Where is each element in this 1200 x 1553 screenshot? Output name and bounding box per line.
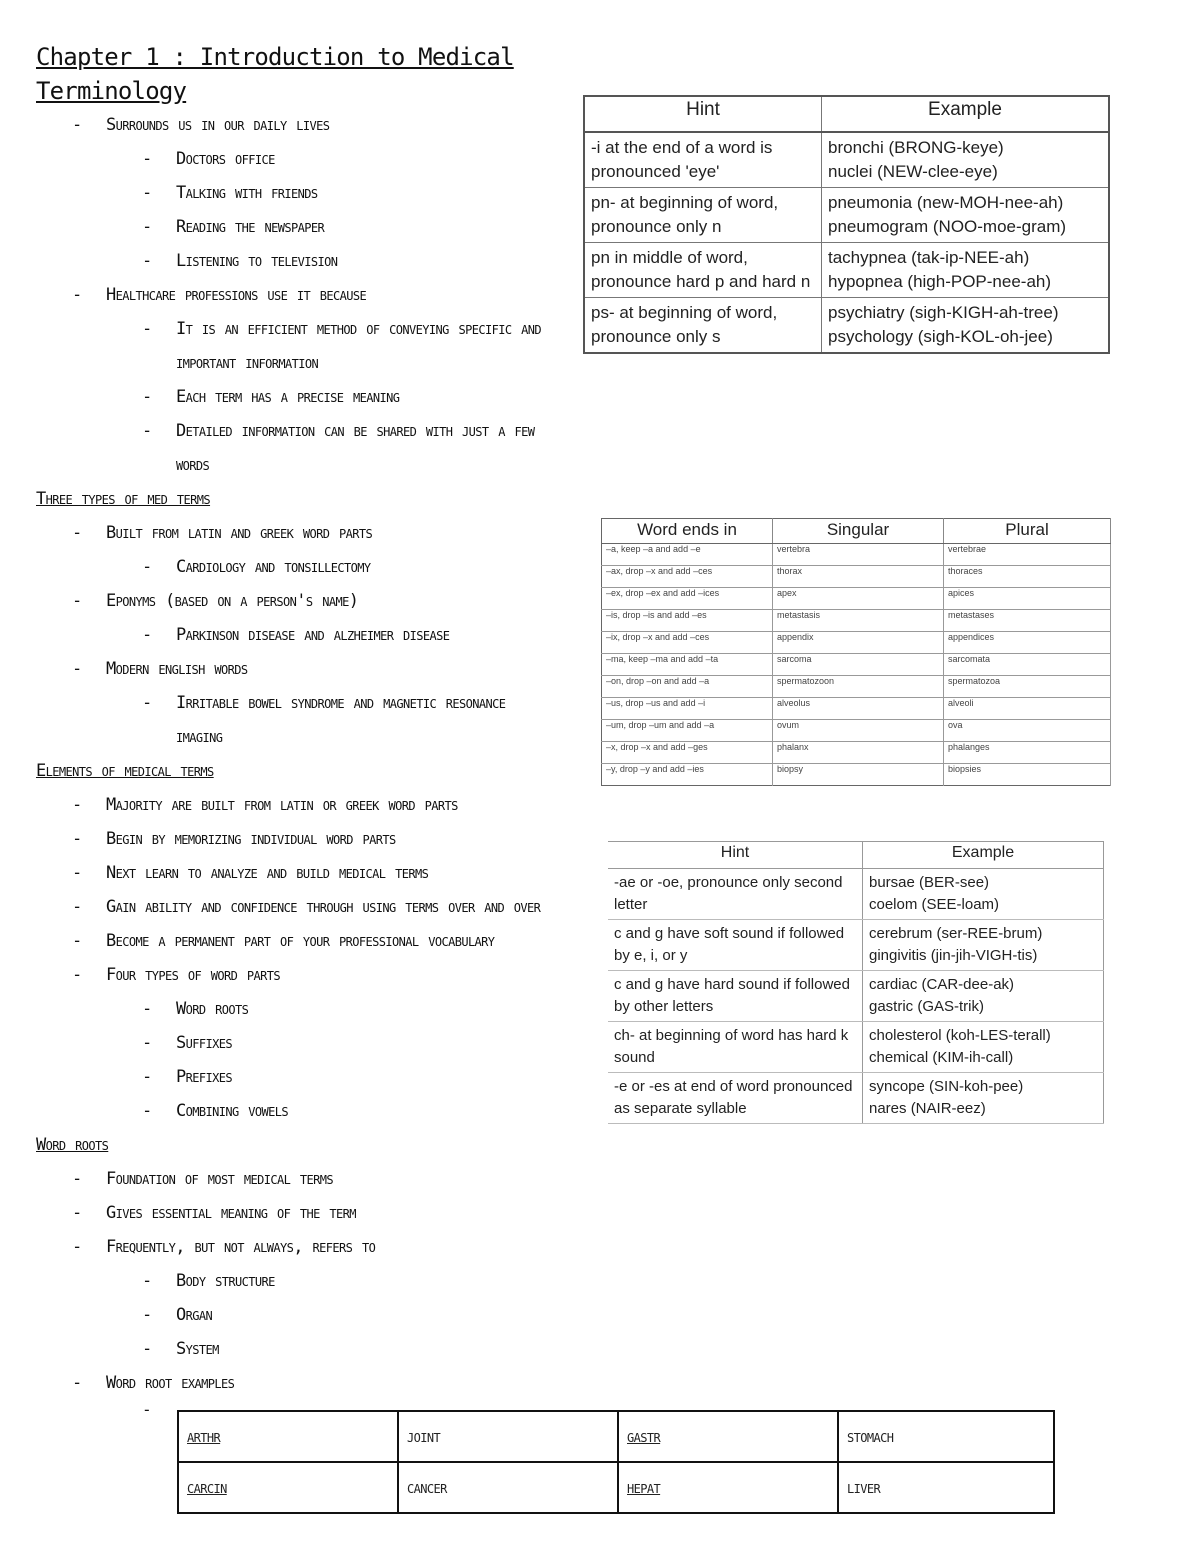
pronunciation-table-1 (583, 95, 1110, 354)
rule-cell: –um, drop –um and add –a (602, 720, 773, 742)
note-subitem: - Body structure (36, 1264, 576, 1298)
table-row (602, 764, 1111, 786)
example-cell (863, 1022, 1104, 1073)
note-item: - Healthcare professions use it because (36, 278, 576, 312)
word-root-cell: hepat (618, 1462, 838, 1513)
note-subitem-continued: important information (176, 353, 319, 373)
table-row (602, 566, 1111, 588)
rule-cell: –ex, drop –ex and add –ices (602, 588, 773, 610)
note-item: - Majority are built from latin or greek word parts (36, 788, 576, 822)
note-item: - Gain ability and confidence through using terms over and over (36, 890, 576, 924)
column-header: Example (863, 842, 1104, 869)
note-subitem: - Organ (36, 1298, 576, 1332)
note-item: - Foundation of most medical terms (36, 1162, 576, 1196)
note-item: - Built from latin and greek word parts (36, 516, 576, 550)
note-subitem: - Suffixes (36, 1026, 576, 1060)
note-subitem: - Doctors office (36, 142, 576, 176)
example-line: cerebrum (ser-REE-brum) (869, 925, 1043, 942)
table-row (608, 869, 1104, 920)
note-item: - Begin by memorizing individual word parts (36, 822, 576, 856)
hint-cell: pn in middle of word, pronounce hard p and hard n (584, 243, 822, 298)
hint-cell: -i at the end of a word is pronounced 'eye' (584, 132, 822, 188)
note-subitem: - It is an efficient method of conveying specific and (36, 312, 576, 346)
hint-cell: pn- at beginning of word, pronounce only n (584, 188, 822, 243)
meaning-cell: joint (398, 1411, 618, 1462)
note-subitem-continued: words (176, 455, 210, 475)
example-line: pneumogram (NOO-moe-gram) (828, 217, 1067, 236)
example-line: cholesterol (koh-LES-terall) (869, 1027, 1051, 1044)
example-line: bursae (BER-see) (869, 874, 990, 891)
table-row (608, 1073, 1104, 1124)
table-row (178, 1462, 1054, 1513)
plural-cell: metastases (944, 610, 1111, 632)
plural-cell: biopsies (944, 764, 1111, 786)
singular-cell: vertebra (773, 544, 944, 566)
word-root-cell: arthr (178, 1411, 398, 1462)
meaning-cell: cancer (398, 1462, 618, 1513)
table-row (602, 632, 1111, 654)
note-item: - Gives essential meaning of the term (36, 1196, 576, 1230)
table-row (584, 243, 1109, 298)
example-line: psychology (sigh-KOL-oh-jee) (828, 327, 1053, 346)
plural-cell: alveoli (944, 698, 1111, 720)
rule-cell: –is, drop –is and add –es (602, 610, 773, 632)
section-heading-three-types: Three types of med terms (36, 489, 211, 509)
singular-cell: biopsy (773, 764, 944, 786)
table-row (178, 1411, 1054, 1462)
note-subitem: - Combining vowels (36, 1094, 576, 1128)
example-cell (863, 869, 1104, 920)
rule-cell: –on, drop –on and add –a (602, 676, 773, 698)
meaning-cell: liver (838, 1462, 1054, 1513)
plural-forms-table (601, 518, 1111, 786)
singular-cell: apex (773, 588, 944, 610)
table-row (584, 188, 1109, 243)
example-cell (863, 1073, 1104, 1124)
rule-cell: –ax, drop –x and add –ces (602, 566, 773, 588)
column-header: Hint (608, 842, 863, 869)
table-row (602, 544, 1111, 566)
example-cell (822, 132, 1110, 188)
example-cell (863, 971, 1104, 1022)
example-line: nuclei (NEW-clee-eye) (828, 162, 998, 181)
page-title: Chapter 1 : Introduction to Medical Terminology (36, 43, 514, 105)
plural-cell: thoraces (944, 566, 1111, 588)
table-row (584, 132, 1109, 188)
plural-cell: apices (944, 588, 1111, 610)
column-header: Plural (944, 519, 1111, 544)
note-subitem: - Prefixes (36, 1060, 576, 1094)
table-row (602, 698, 1111, 720)
example-line: syncope (SIN-koh-pee) (869, 1078, 1024, 1095)
singular-cell: spermatozoon (773, 676, 944, 698)
hint-cell: ps- at beginning of word, pronounce only s (584, 298, 822, 354)
note-subitem: - Each term has a precise meaning (36, 380, 576, 414)
table-row (584, 298, 1109, 354)
note-item: - Word root examples (36, 1366, 576, 1400)
table-row (602, 610, 1111, 632)
notes-column (36, 40, 576, 1434)
note-subitem: - Cardiology and tonsillectomy (36, 550, 576, 584)
word-root-examples-table (177, 1410, 1055, 1514)
table-row (608, 920, 1104, 971)
rule-cell: –a, keep –a and add –e (602, 544, 773, 566)
singular-cell: phalanx (773, 742, 944, 764)
example-line: psychiatry (sigh-KIGH-ah-tree) (828, 303, 1059, 322)
word-root-cell: gastr (618, 1411, 838, 1462)
note-subitem: - Talking with friends (36, 176, 576, 210)
example-cell (863, 920, 1104, 971)
note-item: - Frequently, but not always, refers to (36, 1230, 576, 1264)
note-subitem-continued: imaging (176, 727, 223, 747)
note-subitem: - Parkinson disease and alzheimer disease (36, 618, 576, 652)
rule-cell: –x, drop –x and add –ges (602, 742, 773, 764)
singular-cell: appendix (773, 632, 944, 654)
table-row (602, 742, 1111, 764)
hint-cell: c and g have soft sound if followed by e, i, or y (608, 920, 863, 971)
example-line: chemical (KIM-ih-call) (869, 1049, 1014, 1066)
example-cell (822, 188, 1110, 243)
note-subitem: - Irritable bowel syndrome and magnetic resonance (36, 686, 576, 720)
rule-cell: –us, drop –us and add –i (602, 698, 773, 720)
example-line: hypopnea (high-POP-nee-ah) (828, 272, 1052, 291)
plural-cell: ova (944, 720, 1111, 742)
singular-cell: ovum (773, 720, 944, 742)
example-cell (822, 298, 1110, 354)
table-row (602, 654, 1111, 676)
word-root-cell: carcin (178, 1462, 398, 1513)
column-header: Singular (773, 519, 944, 544)
example-line: cardiac (CAR-dee-ak) (869, 976, 1015, 993)
note-item: - Next learn to analyze and build medical terms (36, 856, 576, 890)
column-header: Hint (584, 96, 822, 132)
example-line: nares (NAIR-eez) (869, 1100, 986, 1117)
note-subitem: - Reading the newspaper (36, 210, 576, 244)
hint-cell: -ae or -oe, pronounce only second letter (608, 869, 863, 920)
singular-cell: thorax (773, 566, 944, 588)
example-line: gingivitis (jin-jih-VIGH-tis) (869, 947, 1038, 964)
note-item: - Surrounds us in our daily lives (36, 108, 576, 142)
plural-cell: phalanges (944, 742, 1111, 764)
note-item: - Modern english words (36, 652, 576, 686)
table-row (602, 720, 1111, 742)
note-subitem: - Detailed information can be shared with just a few (36, 414, 576, 448)
note-subitem: - Listening to television (36, 244, 576, 278)
note-subitem: - Word roots (36, 992, 576, 1026)
plural-cell: appendices (944, 632, 1111, 654)
column-header: Word ends in (602, 519, 773, 544)
section-heading-word-roots: Word roots (36, 1135, 109, 1155)
note-subitem: - System (36, 1332, 576, 1366)
example-line: bronchi (BRONG-keye) (828, 138, 1004, 157)
singular-cell: alveolus (773, 698, 944, 720)
hint-cell: -e or -es at end of word pronounced as separate syllable (608, 1073, 863, 1124)
note-item: - Eponyms (based on a person's name) (36, 584, 576, 618)
meaning-cell: stomach (838, 1411, 1054, 1462)
table-row (602, 588, 1111, 610)
table-row (602, 676, 1111, 698)
example-line: tachypnea (tak-ip-NEE-ah) (828, 248, 1030, 267)
table-row (608, 1022, 1104, 1073)
column-header: Example (822, 96, 1110, 132)
example-line: gastric (GAS-trik) (869, 998, 985, 1015)
plural-cell: vertebrae (944, 544, 1111, 566)
rule-cell: –ix, drop –x and add –ces (602, 632, 773, 654)
example-cell (822, 243, 1110, 298)
singular-cell: metastasis (773, 610, 944, 632)
rule-cell: –y, drop –y and add –ies (602, 764, 773, 786)
example-line: pneumonia (new-MOH-nee-ah) (828, 193, 1064, 212)
note-item: - Become a permanent part of your professional vocabulary (36, 924, 576, 958)
note-item: - Four types of word parts (36, 958, 576, 992)
plural-cell: sarcomata (944, 654, 1111, 676)
hint-cell: ch- at beginning of word has hard k sound (608, 1022, 863, 1073)
plural-cell: spermatozoa (944, 676, 1111, 698)
hint-cell: c and g have hard sound if followed by other letters (608, 971, 863, 1022)
rule-cell: –ma, keep –ma and add –ta (602, 654, 773, 676)
pronunciation-table-2 (608, 841, 1104, 1124)
singular-cell: sarcoma (773, 654, 944, 676)
example-line: coelom (SEE-loam) (869, 896, 1000, 913)
table-row (608, 971, 1104, 1022)
section-heading-elements: Elements of medical terms (36, 761, 214, 781)
